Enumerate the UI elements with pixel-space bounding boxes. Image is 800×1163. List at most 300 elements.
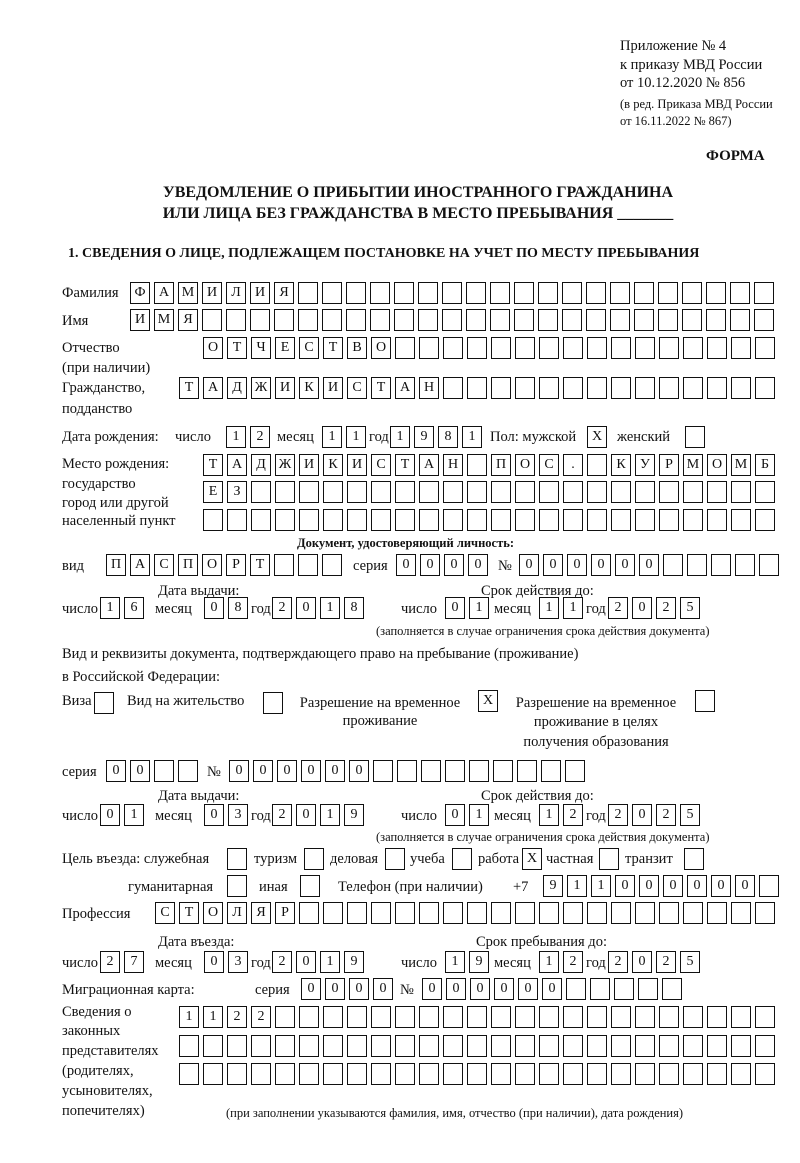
char-box[interactable]: 0 <box>615 875 635 897</box>
char-box[interactable] <box>562 282 582 304</box>
char-box[interactable] <box>347 481 367 503</box>
char-box[interactable] <box>759 554 779 576</box>
char-box[interactable] <box>346 309 366 331</box>
char-box[interactable] <box>395 481 415 503</box>
char-box[interactable] <box>587 1063 607 1085</box>
char-box[interactable]: 0 <box>396 554 416 576</box>
char-box[interactable] <box>659 1006 679 1028</box>
char-box[interactable]: 0 <box>420 554 440 576</box>
char-box[interactable] <box>347 902 367 924</box>
char-box[interactable] <box>250 309 270 331</box>
char-box[interactable] <box>683 377 703 399</box>
char-box[interactable] <box>731 1006 751 1028</box>
char-box[interactable] <box>443 902 463 924</box>
char-box[interactable]: 0 <box>444 554 464 576</box>
char-box[interactable]: К <box>299 377 319 399</box>
char-box[interactable]: О <box>202 554 222 576</box>
char-box[interactable]: Т <box>203 454 223 476</box>
char-box[interactable]: 0 <box>663 875 683 897</box>
char-box[interactable] <box>611 902 631 924</box>
char-box[interactable] <box>323 1035 343 1057</box>
char-box[interactable] <box>322 554 342 576</box>
checkbox-cell[interactable]: X <box>478 690 498 712</box>
char-box[interactable]: 0 <box>615 554 635 576</box>
char-box[interactable] <box>395 1063 415 1085</box>
char-box[interactable] <box>467 509 487 531</box>
char-box[interactable]: Т <box>179 377 199 399</box>
char-box[interactable]: 2 <box>608 804 628 826</box>
char-box[interactable] <box>515 337 535 359</box>
char-box[interactable]: 2 <box>563 951 583 973</box>
char-box[interactable] <box>515 1035 535 1057</box>
char-box[interactable] <box>635 377 655 399</box>
char-box[interactable] <box>419 1063 439 1085</box>
char-box[interactable] <box>587 1006 607 1028</box>
char-box[interactable] <box>755 1035 775 1057</box>
char-box[interactable] <box>251 1063 271 1085</box>
char-box[interactable] <box>634 282 654 304</box>
char-box[interactable]: К <box>611 454 631 476</box>
char-box[interactable] <box>373 760 393 782</box>
char-box[interactable] <box>538 282 558 304</box>
char-box[interactable]: П <box>106 554 126 576</box>
char-box[interactable] <box>587 377 607 399</box>
char-box[interactable]: 0 <box>301 978 321 1000</box>
char-box[interactable] <box>154 760 174 782</box>
char-box[interactable] <box>443 1006 463 1028</box>
char-box[interactable]: 9 <box>469 951 489 973</box>
char-box[interactable] <box>755 481 775 503</box>
char-box[interactable] <box>443 509 463 531</box>
char-box[interactable] <box>563 902 583 924</box>
char-box[interactable]: С <box>371 454 391 476</box>
char-box[interactable] <box>395 1035 415 1057</box>
char-box[interactable]: У <box>635 454 655 476</box>
char-box[interactable]: 9 <box>344 804 364 826</box>
char-box[interactable] <box>443 481 463 503</box>
char-box[interactable]: 0 <box>470 978 490 1000</box>
char-box[interactable] <box>731 337 751 359</box>
char-box[interactable] <box>658 309 678 331</box>
char-box[interactable]: 1 <box>539 597 559 619</box>
char-box[interactable] <box>466 282 486 304</box>
char-box[interactable]: 0 <box>445 804 465 826</box>
char-box[interactable]: Т <box>250 554 270 576</box>
char-box[interactable]: И <box>202 282 222 304</box>
char-box[interactable] <box>755 902 775 924</box>
char-box[interactable]: 1 <box>563 597 583 619</box>
char-box[interactable]: 9 <box>414 426 434 448</box>
char-box[interactable] <box>687 554 707 576</box>
char-box[interactable]: Б <box>755 454 775 476</box>
char-box[interactable]: Я <box>178 309 198 331</box>
char-box[interactable] <box>539 509 559 531</box>
char-box[interactable] <box>394 309 414 331</box>
char-box[interactable]: 2 <box>272 951 292 973</box>
char-box[interactable] <box>395 509 415 531</box>
char-box[interactable]: И <box>130 309 150 331</box>
char-box[interactable] <box>706 282 726 304</box>
char-box[interactable]: 0 <box>130 760 150 782</box>
char-box[interactable]: С <box>347 377 367 399</box>
char-box[interactable] <box>635 481 655 503</box>
char-box[interactable] <box>587 1035 607 1057</box>
checkbox-cell[interactable]: X <box>587 426 607 448</box>
char-box[interactable] <box>755 377 775 399</box>
char-box[interactable]: Л <box>227 902 247 924</box>
char-box[interactable] <box>562 309 582 331</box>
char-box[interactable] <box>659 902 679 924</box>
char-box[interactable] <box>466 309 486 331</box>
char-box[interactable] <box>586 282 606 304</box>
char-box[interactable] <box>759 875 779 897</box>
char-box[interactable] <box>586 309 606 331</box>
checkbox-cell[interactable] <box>599 848 619 870</box>
char-box[interactable]: Т <box>371 377 391 399</box>
char-box[interactable]: Ч <box>251 337 271 359</box>
checkbox-cell[interactable] <box>304 848 324 870</box>
char-box[interactable]: А <box>130 554 150 576</box>
char-box[interactable] <box>227 1035 247 1057</box>
char-box[interactable] <box>371 1063 391 1085</box>
char-box[interactable] <box>467 337 487 359</box>
char-box[interactable] <box>467 1006 487 1028</box>
checkbox-cell[interactable] <box>94 692 114 714</box>
char-box[interactable] <box>515 481 535 503</box>
char-box[interactable]: М <box>154 309 174 331</box>
char-box[interactable] <box>443 1063 463 1085</box>
char-box[interactable] <box>371 481 391 503</box>
char-box[interactable] <box>442 309 462 331</box>
char-box[interactable] <box>443 1035 463 1057</box>
char-box[interactable]: 2 <box>250 426 270 448</box>
char-box[interactable]: 0 <box>518 978 538 1000</box>
char-box[interactable] <box>251 509 271 531</box>
char-box[interactable] <box>323 1006 343 1028</box>
char-box[interactable] <box>539 1006 559 1028</box>
char-box[interactable] <box>683 337 703 359</box>
char-box[interactable]: Т <box>323 337 343 359</box>
char-box[interactable] <box>611 481 631 503</box>
char-box[interactable]: С <box>155 902 175 924</box>
char-box[interactable]: 2 <box>227 1006 247 1028</box>
char-box[interactable]: Ф <box>130 282 150 304</box>
char-box[interactable] <box>347 1006 367 1028</box>
char-box[interactable]: 1 <box>591 875 611 897</box>
char-box[interactable] <box>587 509 607 531</box>
checkbox-cell[interactable] <box>227 875 247 897</box>
char-box[interactable]: 2 <box>608 597 628 619</box>
char-box[interactable] <box>419 509 439 531</box>
char-box[interactable]: 1 <box>462 426 482 448</box>
char-box[interactable]: 2 <box>272 597 292 619</box>
char-box[interactable] <box>299 1035 319 1057</box>
char-box[interactable] <box>541 760 561 782</box>
char-box[interactable]: 0 <box>301 760 321 782</box>
char-box[interactable]: И <box>347 454 367 476</box>
char-box[interactable]: 9 <box>543 875 563 897</box>
checkbox-cell[interactable] <box>300 875 320 897</box>
char-box[interactable] <box>299 902 319 924</box>
char-box[interactable]: 3 <box>228 804 248 826</box>
char-box[interactable] <box>563 377 583 399</box>
char-box[interactable]: 2 <box>100 951 120 973</box>
char-box[interactable]: 0 <box>639 554 659 576</box>
char-box[interactable]: С <box>299 337 319 359</box>
char-box[interactable]: В <box>347 337 367 359</box>
char-box[interactable]: Д <box>251 454 271 476</box>
char-box[interactable]: 1 <box>203 1006 223 1028</box>
char-box[interactable] <box>323 509 343 531</box>
char-box[interactable] <box>491 337 511 359</box>
char-box[interactable] <box>634 309 654 331</box>
char-box[interactable]: Я <box>274 282 294 304</box>
char-box[interactable] <box>467 902 487 924</box>
char-box[interactable]: 0 <box>296 597 316 619</box>
char-box[interactable] <box>298 554 318 576</box>
char-box[interactable]: 0 <box>373 978 393 1000</box>
char-box[interactable] <box>707 377 727 399</box>
char-box[interactable]: 0 <box>542 978 562 1000</box>
char-box[interactable] <box>179 1035 199 1057</box>
char-box[interactable] <box>179 1063 199 1085</box>
char-box[interactable]: 1 <box>100 597 120 619</box>
char-box[interactable] <box>515 1006 535 1028</box>
char-box[interactable]: 1 <box>124 804 144 826</box>
checkbox-cell[interactable] <box>227 848 247 870</box>
char-box[interactable]: 5 <box>680 804 700 826</box>
char-box[interactable] <box>467 454 487 476</box>
char-box[interactable] <box>662 978 682 1000</box>
char-box[interactable] <box>611 509 631 531</box>
char-box[interactable]: А <box>154 282 174 304</box>
char-box[interactable] <box>539 902 559 924</box>
char-box[interactable] <box>178 760 198 782</box>
char-box[interactable] <box>683 902 703 924</box>
checkbox-cell[interactable]: X <box>522 848 542 870</box>
char-box[interactable] <box>490 309 510 331</box>
char-box[interactable]: 8 <box>344 597 364 619</box>
char-box[interactable] <box>203 1063 223 1085</box>
char-box[interactable] <box>275 1006 295 1028</box>
char-box[interactable] <box>275 1063 295 1085</box>
checkbox-cell[interactable] <box>263 692 283 714</box>
char-box[interactable] <box>322 309 342 331</box>
char-box[interactable]: 3 <box>228 951 248 973</box>
char-box[interactable]: Ж <box>275 454 295 476</box>
char-box[interactable] <box>491 481 511 503</box>
char-box[interactable] <box>731 1063 751 1085</box>
char-box[interactable] <box>566 978 586 1000</box>
char-box[interactable]: 0 <box>422 978 442 1000</box>
char-box[interactable]: 0 <box>632 804 652 826</box>
char-box[interactable] <box>251 481 271 503</box>
char-box[interactable] <box>517 760 537 782</box>
char-box[interactable] <box>515 1063 535 1085</box>
char-box[interactable] <box>635 1006 655 1028</box>
char-box[interactable] <box>659 337 679 359</box>
char-box[interactable]: И <box>299 454 319 476</box>
char-box[interactable] <box>274 554 294 576</box>
char-box[interactable]: 0 <box>204 951 224 973</box>
char-box[interactable] <box>565 760 585 782</box>
char-box[interactable] <box>491 1035 511 1057</box>
char-box[interactable]: 0 <box>325 978 345 1000</box>
char-box[interactable]: З <box>227 481 247 503</box>
char-box[interactable]: Е <box>275 337 295 359</box>
char-box[interactable] <box>707 1063 727 1085</box>
char-box[interactable] <box>635 509 655 531</box>
char-box[interactable] <box>370 282 390 304</box>
char-box[interactable] <box>587 337 607 359</box>
checkbox-cell[interactable] <box>452 848 472 870</box>
char-box[interactable] <box>611 377 631 399</box>
char-box[interactable] <box>443 337 463 359</box>
char-box[interactable] <box>467 377 487 399</box>
char-box[interactable]: 1 <box>320 597 340 619</box>
char-box[interactable] <box>614 978 634 1000</box>
char-box[interactable] <box>274 309 294 331</box>
char-box[interactable] <box>539 1063 559 1085</box>
char-box[interactable] <box>515 902 535 924</box>
char-box[interactable]: 0 <box>591 554 611 576</box>
char-box[interactable] <box>467 1035 487 1057</box>
char-box[interactable]: 1 <box>320 804 340 826</box>
char-box[interactable] <box>731 1035 751 1057</box>
char-box[interactable]: 2 <box>656 597 676 619</box>
char-box[interactable] <box>755 509 775 531</box>
char-box[interactable] <box>587 454 607 476</box>
checkbox-cell[interactable] <box>685 426 705 448</box>
char-box[interactable] <box>397 760 417 782</box>
char-box[interactable]: И <box>275 377 295 399</box>
char-box[interactable] <box>611 1063 631 1085</box>
char-box[interactable]: 0 <box>229 760 249 782</box>
char-box[interactable] <box>418 309 438 331</box>
char-box[interactable] <box>299 1006 319 1028</box>
char-box[interactable]: 0 <box>543 554 563 576</box>
char-box[interactable] <box>203 509 223 531</box>
char-box[interactable] <box>419 1006 439 1028</box>
char-box[interactable] <box>755 337 775 359</box>
char-box[interactable] <box>421 760 441 782</box>
checkbox-cell[interactable] <box>695 690 715 712</box>
char-box[interactable] <box>683 509 703 531</box>
char-box[interactable] <box>490 282 510 304</box>
char-box[interactable]: 0 <box>253 760 273 782</box>
char-box[interactable] <box>563 1006 583 1028</box>
char-box[interactable] <box>323 902 343 924</box>
char-box[interactable] <box>226 309 246 331</box>
char-box[interactable]: Р <box>659 454 679 476</box>
char-box[interactable] <box>754 282 774 304</box>
char-box[interactable] <box>611 1035 631 1057</box>
char-box[interactable]: Т <box>227 337 247 359</box>
char-box[interactable]: 1 <box>469 597 489 619</box>
char-box[interactable]: 0 <box>445 597 465 619</box>
char-box[interactable] <box>202 309 222 331</box>
char-box[interactable] <box>707 1006 727 1028</box>
char-box[interactable] <box>682 282 702 304</box>
char-box[interactable] <box>707 481 727 503</box>
char-box[interactable]: Д <box>227 377 247 399</box>
char-box[interactable]: 0 <box>296 951 316 973</box>
char-box[interactable]: О <box>515 454 535 476</box>
char-box[interactable] <box>419 337 439 359</box>
char-box[interactable]: 0 <box>349 760 369 782</box>
char-box[interactable] <box>467 481 487 503</box>
char-box[interactable] <box>371 902 391 924</box>
char-box[interactable]: 0 <box>494 978 514 1000</box>
char-box[interactable]: 1 <box>539 804 559 826</box>
char-box[interactable]: О <box>203 337 223 359</box>
char-box[interactable] <box>539 481 559 503</box>
char-box[interactable] <box>755 1006 775 1028</box>
char-box[interactable] <box>707 902 727 924</box>
char-box[interactable] <box>731 481 751 503</box>
char-box[interactable] <box>347 1063 367 1085</box>
char-box[interactable] <box>275 481 295 503</box>
char-box[interactable] <box>659 1035 679 1057</box>
char-box[interactable] <box>638 978 658 1000</box>
char-box[interactable]: 0 <box>711 875 731 897</box>
char-box[interactable] <box>275 1035 295 1057</box>
char-box[interactable] <box>707 337 727 359</box>
char-box[interactable] <box>298 282 318 304</box>
char-box[interactable]: 1 <box>390 426 410 448</box>
char-box[interactable] <box>682 309 702 331</box>
char-box[interactable] <box>683 481 703 503</box>
char-box[interactable] <box>227 1063 247 1085</box>
char-box[interactable]: Т <box>395 454 415 476</box>
char-box[interactable]: И <box>250 282 270 304</box>
char-box[interactable] <box>659 377 679 399</box>
char-box[interactable]: 8 <box>438 426 458 448</box>
char-box[interactable]: 1 <box>567 875 587 897</box>
char-box[interactable]: М <box>731 454 751 476</box>
char-box[interactable] <box>371 1035 391 1057</box>
char-box[interactable]: 1 <box>445 951 465 973</box>
char-box[interactable]: А <box>227 454 247 476</box>
char-box[interactable] <box>563 509 583 531</box>
char-box[interactable] <box>610 282 630 304</box>
char-box[interactable] <box>347 509 367 531</box>
char-box[interactable] <box>563 1063 583 1085</box>
char-box[interactable] <box>419 1035 439 1057</box>
char-box[interactable] <box>735 554 755 576</box>
char-box[interactable]: Р <box>226 554 246 576</box>
char-box[interactable]: 0 <box>687 875 707 897</box>
char-box[interactable] <box>659 1063 679 1085</box>
char-box[interactable] <box>491 1063 511 1085</box>
char-box[interactable] <box>467 1063 487 1085</box>
char-box[interactable] <box>659 481 679 503</box>
char-box[interactable] <box>491 377 511 399</box>
char-box[interactable] <box>563 337 583 359</box>
char-box[interactable] <box>394 282 414 304</box>
char-box[interactable]: Т <box>179 902 199 924</box>
char-box[interactable] <box>731 902 751 924</box>
char-box[interactable]: 0 <box>735 875 755 897</box>
char-box[interactable] <box>491 1006 511 1028</box>
char-box[interactable] <box>419 902 439 924</box>
char-box[interactable] <box>323 481 343 503</box>
char-box[interactable] <box>395 1006 415 1028</box>
char-box[interactable]: 0 <box>639 875 659 897</box>
char-box[interactable]: 2 <box>272 804 292 826</box>
char-box[interactable] <box>469 760 489 782</box>
char-box[interactable]: 0 <box>632 951 652 973</box>
